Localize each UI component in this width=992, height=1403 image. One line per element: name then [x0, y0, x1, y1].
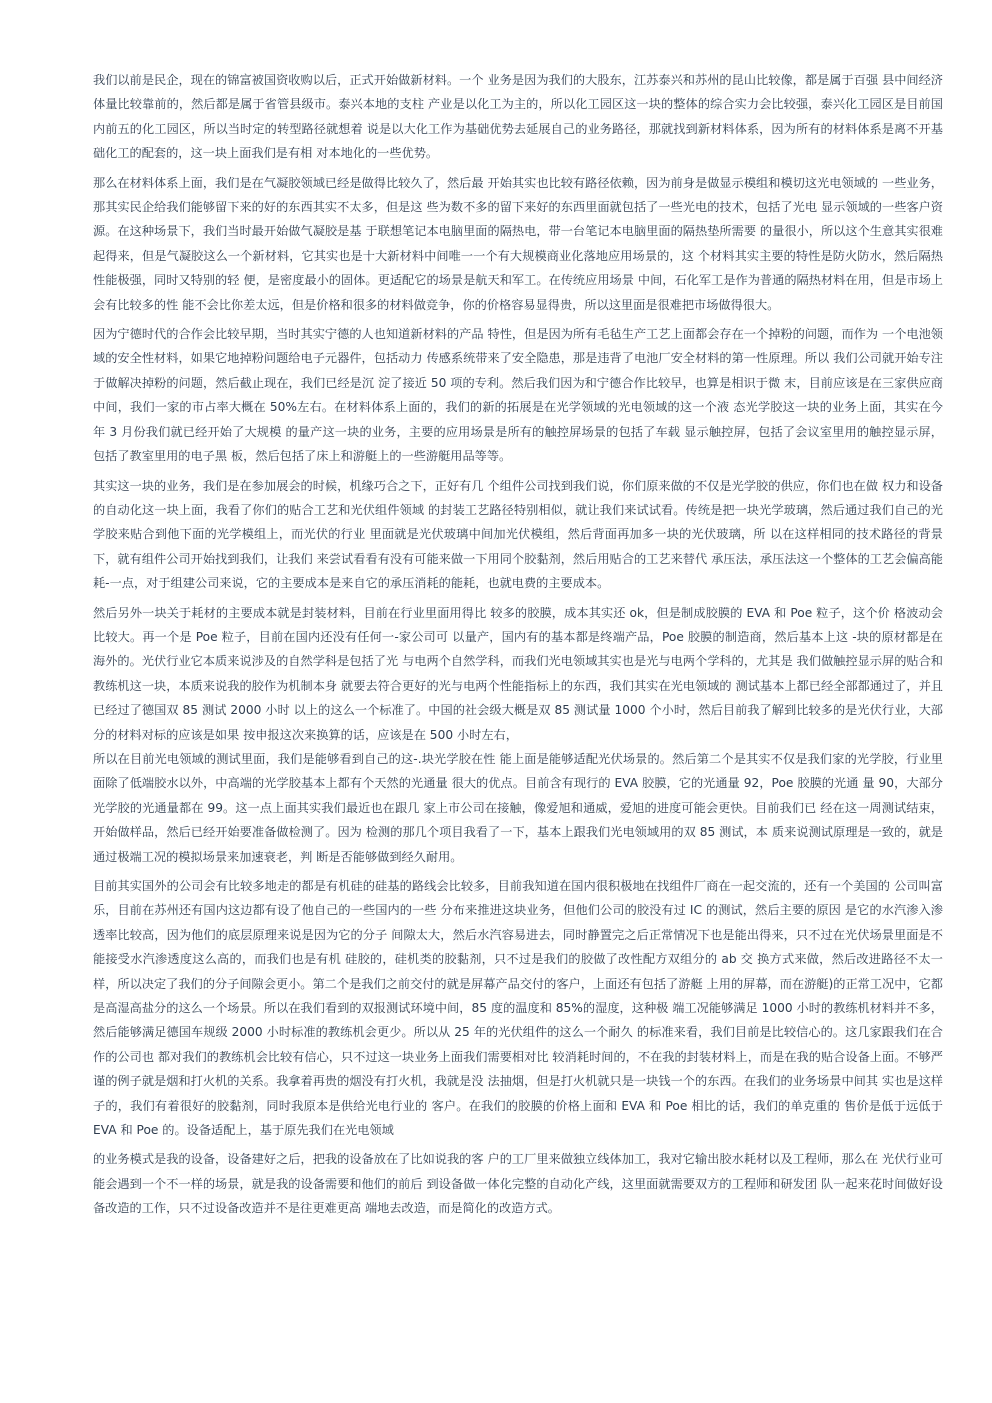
document-body: [93, 68, 943, 1226]
paragraph-photoelectric-testing: 所以在目前光电领域的测试里面，我们是能够看到自己的这-.块光学胶在性 能上面是能够适配光伏场景的。然后第二个是其实不仅是我们家的光学胶，行业里面除了低端胶水以外，中高端的光学胶基本上都有个天然的光通量 很大的优点。目前含有现行的 EVA 胶膜，它的光通量 92，Poe 胶膜的光通 量 90，大部分光学胶的光通量都在 99。这一点上面其实我们最近也在跟几 家上市公司在接触，像爱旭和通威，爱旭的进度可能会更快。目前我们已 经在这一周测试结束， 开始做样品，然后已经开始要准备做检测了。因为 检测的那几个项目我看了一下，基本上跟我们光电领域用的双 85 测试，本 质来说测试原理是一致的，就是通过极端工况的模拟场景来加速衰老，判 断是否能够做到经久耐用。: [93, 751, 943, 864]
paragraph-company-background: 我们以前是民企，现在的锦富被国资收购以后，正式开始做新材料。一个 业务是因为我们的大股东，江苏泰兴和苏州的昆山比较像，都是属于百强 县中间经济体量比较靠前的，然后都是属于省管县级市。泰兴本地的支柱 产业是以化工为主的，所以化工园区这一块的整体的综合实力会比较强，泰兴化工园区是目前国内前五的化工园区，所以当时定的转型路径就想着 说是以大化工作为基础优势去延展自己的业务路径，那就找到新材料体系，因为所有的材料体系是离不开基础化工的配套的，这一块上面我们是有相 对本地化的一些优势。: [93, 73, 943, 161]
paragraph-aerogel: 那么在材料体系上面，我们是在气凝胶领域已经是做得比较久了，然后最 开始其实也比较有路径依赖，因为前身是做显示模组和模切这光电领域的 一些业务，那其实民企给我们能够留下来的好的东西其实不太多，但是这 些为数不多的留下来好的东西里面就包括了一些光电的技术，包括了光电 显示领域的一些客户资源。在这种场景下，我们当时最开始做气凝胶是基 于联想笔记本电脑里面的隔热电，带一台笔记本电脑里面的隔热垫所需要 的量很小，所以这个生意其实很难起得来，但是气凝胶这么一个新材料，它其实也是十大新材料中间唯一一个有大规模商业化落地应用场景的，这 个材料其实主要的特性是防火防水，然后隔热性能极强，同时又特别的轻 便，是密度最小的固体。更适配它的场景是航天和军工。在传统应用场景 中间，石化军工是作为普通的隔热材料在用，但是市场上会有比较多的性 能不会比你差太远，但是价格和很多的材料做竞争，你的价格容易显得贵，所以这里面是很难把市场做得很大。: [93, 175, 943, 312]
paragraph-foreign-competitors: 目前其实国外的公司会有比较多地走的都是有机硅的硅基的路线会比较多，目前我知道在国内很积极地在找组件厂商在一起交流的，还有一个美国的 公司叫富乐，目前在苏州还有国内这边都有设了他自己的一些国内的一些 分布来推进这块业务，但他们公司的胶没有过 IC 的测试，然后主要的原因 是它的水汽渗入渗透率比较高，因为他们的底层原理来说是因为它的分子 间隙太大，然后水汽容易进去，同时静置完之后正常情况下也是能出得来，只不过在光伏场景里面是不能接受水汽渗透度这么高的，而我们也是有机 硅胶的，硅机类的胶黏剂，只不过是我们的胶做了改性配方双组分的 ab 交 换方式来做，然后改进路径不太一样，所以决定了我们的分子间隙会更小。第二个是我们之前交付的就是屏幕产品交付的客户，上面还有包括了游艇 上用的屏幕，而在游艇)的正常工况中，它都是高湿高盐分的这么一个场景。所以在我们看到的双报测试环境中间，85 度的温度和 85%的湿度，这种极 端工况能够满足 1000 小时的教练机材料并不多，然后能够满足德国车规级 2000 小时标准的教练机会更少。所以从 25 年的光伏组件的这么一个耐久 的标准来看，我们目前是比较信心的。这几家跟我们在合作的公司也 都对我们的教练机会比较有信心，只不过这一块业务上面我们需要相对比 较消耗时间的，不在我的封装材料上，而是在我的贴合设备上面。不够严 谨的例子就是烟和打火机的关系。我拿着再贵的烟没有打火机，我就是没 法抽烟，但是打火机就只是一块钱一个的东西。在我们的业务场景中间其 实也是这样子的，我们有着很好的胶黏剂，同时我原本是供给光电行业的 客户。在我们的胶膜的价格上面和 EVA 和 Poe 相比的话，我们的单克重的 售价是低于远低于 EVA 和 Poe 的。设备适配上，基于原先我们在光电领域: [93, 879, 943, 1138]
paragraph-encapsulation-cost: 然后另外一块关于耗材的主要成本就是封装材料，目前在行业里面用得比 较多的胶膜，成本其实还 ok，但是制成胶膜的 EVA 和 Poe 粒子，这个价 格波动会比较大。再一个是 Poe 粒子，目前在国内还没有任何一-家公司可 以量产，国内有的基本都是终端产品，Poe 胶膜的制造商，然后基本上这 -块的原材都是在海外的。光伏行业它本质来说涉及的自然学科是包括了光 与电两个自然学科，而我们光电领域其实也是光与电两个学科的，尤其是 我们做触控显示屏的贴合和教练机这一块，本质来说我的胶作为机制本身 就要去符合更好的光与电两个性能指标上的东西，我们其实在光电领域的 测试基本上都已经全部都通过了，并且已经过了德国双 85 测试 2000 小时 以上的这么一个标准了。中国的社会级大概是双 85 测试量 1000 个小时，然后目前我了解到比较多的是光伏行业，大部分的材料对标的应该是如果 按申报这次来换算的话，应该是在 500 小时左右，: [93, 605, 943, 742]
paragraph-catl-cooperation: 因为宁德时代的合作会比较早期，当时其实宁德的人也知道新材料的产品 特性，但是因为所有毛毡生产工艺上面都会存在一个掉粉的问题，而作为 一个电池领域的安全性材料，如果它地掉粉问题给电子元器件，包括动力 传感系统带来了安全隐患，那是违背了电池厂安全材料的第一性原理。所以 我们公司就开始专注于做解决掉粉的问题，然后截止现在，我们已经是沉 淀了接近 50 项的专利。然后我们因为和宁德合作比较早，也算是相识于微 末，目前应该是在三家供应商中间，我们一家的市占率大概在 50%左右。在材料体系上面的，我们的新的拓展是在光学领域的光电领域的这一个液 态光学胶这一块的业务上面，其实在今年 3 月份我们就已经开始了大规模 的量产这一块的业务，主要的应用场景是所有的触控屏场景的包括了车载 显示触控屏，包括了会议室里用的触控显示屏，包括了教室里用的电子黑 板，然后包括了床上和游艇上的一些游艇用品等等。: [93, 327, 943, 464]
paragraph-business-model: 的业务模式是我的设备，设备建好之后，把我的设备放在了比如说我的客 户的工厂里来做独立线体加工，我对它输出胶水耗材以及工程师，那么在 光伏行业可能会遇到一个不一样的场景，就是我的设备需要和他们的前后 到设备做一体化完整的自动化产线，这里面就需要双方的工程师和研发团 队一起来花时间做好设备改造的工作，只不过设备改造并不是往更难更高 端地去改造，而是简化的改造方式。: [93, 1152, 943, 1216]
paragraph-module-companies: 其实这一块的业务，我们是在参加展会的时候，机缘巧合之下，正好有几 个组件公司找到我们说，你们原来做的不仅是光学胶的供应，你们也在做 权力和设备的自动化这一块上面，我看了你们的贴合工艺和光伏组件领域 的封装工艺路径特别相似，就让我们来试试看。传统是把一块光学玻璃，然后通过我们自己的光学胶来贴合到他下面的光学模组上，而光伏的行业 里面就是光伏玻璃中间加光伏模组，然后背面再加多一块的光伏玻璃，所 以在这样相同的技术路径的背景下，就有组件公司开始找到我们，让我们 来尝试看看有没有可能来做一下用同个胶黏剂，然后用贴合的工艺来替代 承压法，承压法这一个整体的工艺会偏高能耗-一点，对于组建公司来说，它的主要成本是来自它的承压消耗的能耗，也就电费的主要成本。: [93, 478, 943, 591]
